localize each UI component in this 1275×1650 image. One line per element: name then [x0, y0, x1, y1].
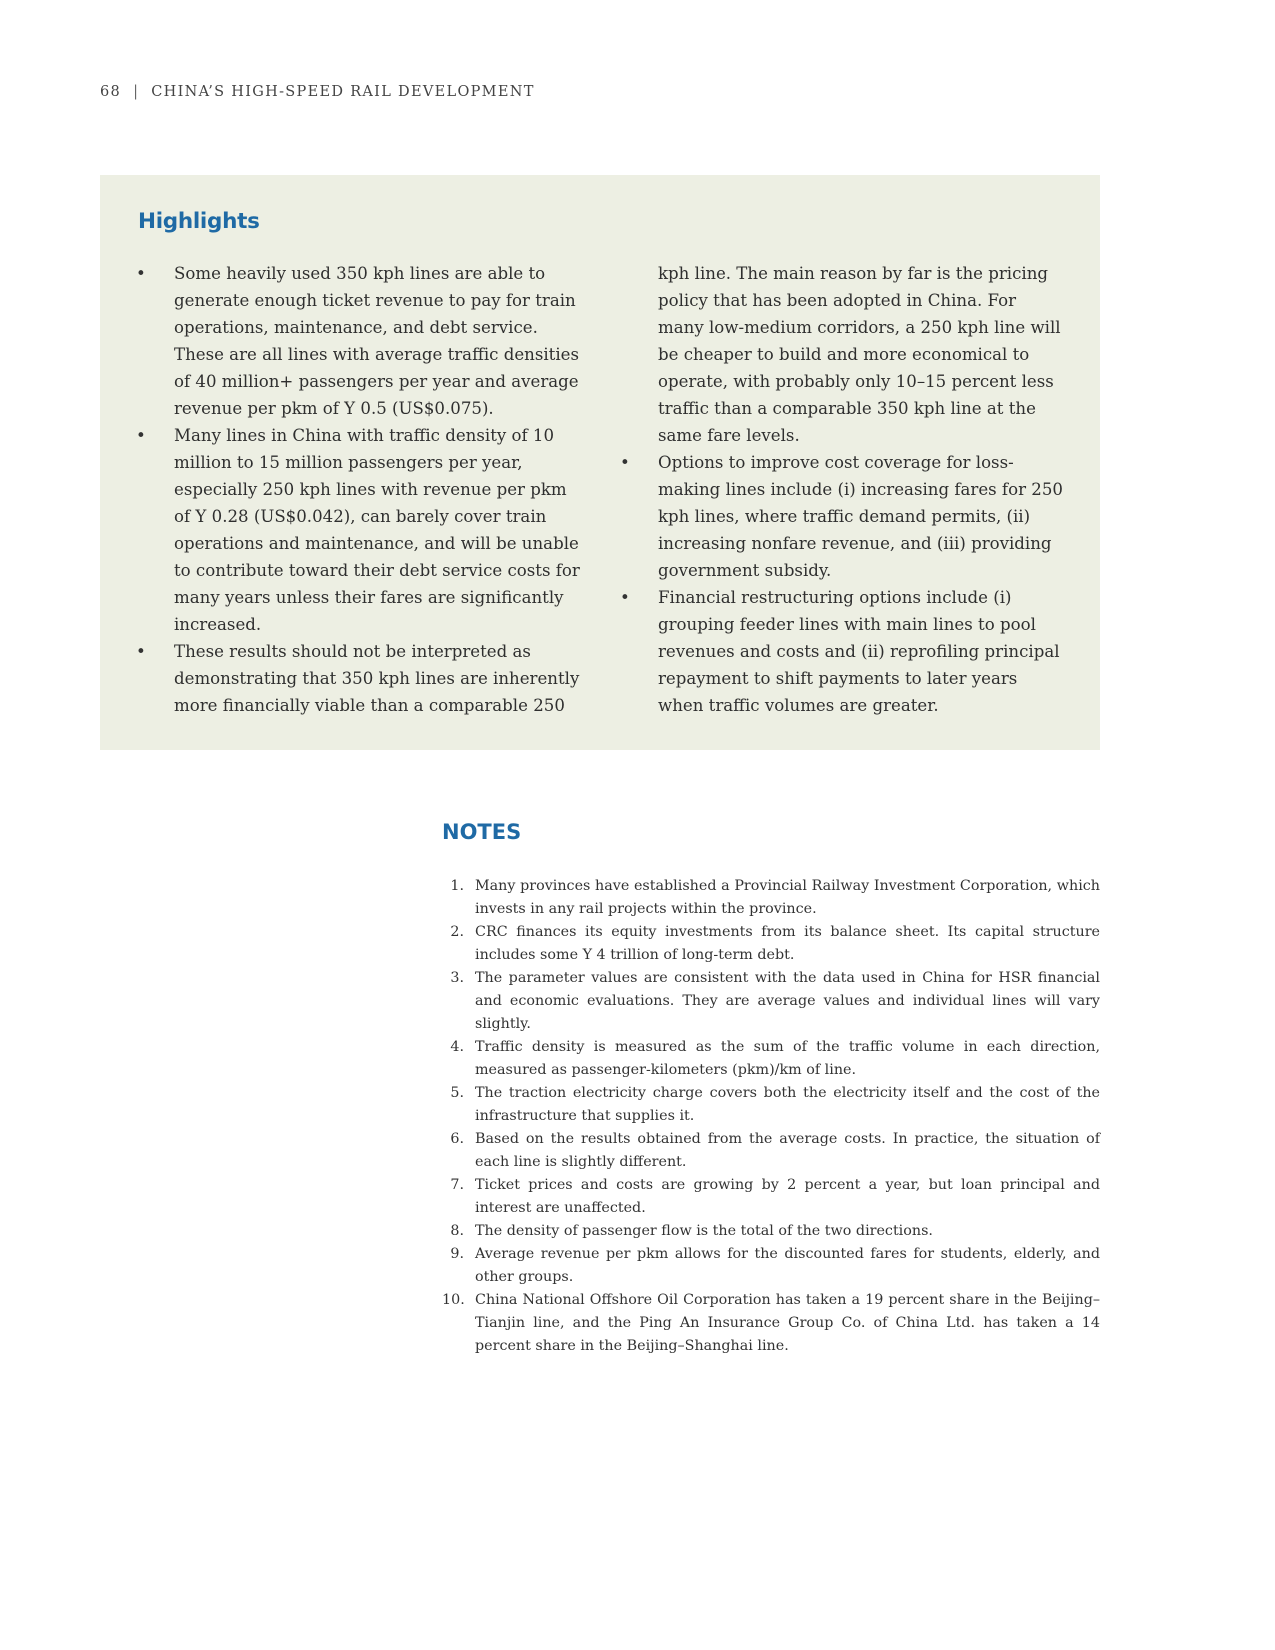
note-text: Traffic density is measured as the sum of the traffic volume in each direction, measured as passenger-kilometers (pkm)/km of line.	[475, 1039, 1100, 1078]
note-text: The traction electricity charge covers both the electricity itself and the cost of the infrastructure that supplies it.	[475, 1085, 1100, 1124]
note-item	[442, 1174, 1100, 1220]
note-text: Based on the results obtained from the average costs. In practice, the situation of each line is slightly different.	[475, 1131, 1100, 1170]
note-number: 4.	[450, 1039, 464, 1055]
running-header	[100, 84, 535, 100]
note-item	[442, 1220, 1100, 1243]
highlight-item: • Some heavily used 350 kph lines are able to generate enough ticket revenue to pay for train operations, maintenance, and debt service. These are all lines with average traffic densities of 40 million+ passengers per year and average revenue per pkm of Y 0.5 (US$0.075).	[136, 260, 582, 422]
note-number: 6.	[450, 1131, 464, 1147]
highlight-item: • Many lines in China with traffic density of 10 million to 15 million passengers per year, especially 250 kph lines with revenue per pkm of Y 0.28 (US$0.042), can barely cover train operations and maintenance, and will be unable to contribute toward their debt service costs for many years unless their fares are significantly increased.	[136, 422, 582, 638]
note-item	[442, 921, 1100, 967]
note-text: The parameter values are consistent with the data used in China for HSR financial and economic evaluations. They are average values and individual lines will vary slightly.	[475, 970, 1100, 1032]
note-number: 9.	[450, 1246, 464, 1262]
highlight-item: • Financial restructuring options include (i) grouping feeder lines with main lines to pool revenues and costs and (ii) reprofiling principal repayment to shift payments to later years when traffic volumes are greater.	[620, 584, 1066, 719]
note-text: Ticket prices and costs are growing by 2 percent a year, but loan principal and interest are unaffected.	[475, 1177, 1100, 1216]
note-text: Average revenue per pkm allows for the discounted fares for students, elderly, and other groups.	[475, 1246, 1100, 1285]
note-item	[442, 967, 1100, 1036]
note-item	[442, 1036, 1100, 1082]
notes-title: NOTES	[442, 820, 522, 844]
note-item	[442, 1243, 1100, 1289]
highlights-body	[136, 260, 1066, 720]
note-item	[442, 1289, 1100, 1358]
note-text: China National Offshore Oil Corporation has taken a 19 percent share in the Beijing–Tianjin line, and the Ping An Insurance Group Co. of China Ltd. has taken a 14 percent share in the Beijing–Shanghai line.	[475, 1292, 1100, 1354]
highlights-box	[100, 175, 1100, 750]
header-separator: |	[133, 84, 140, 100]
page-number: 68	[100, 84, 122, 100]
note-number: 1.	[450, 878, 464, 894]
note-number: 2.	[450, 924, 464, 940]
note-text: CRC finances its equity investments from its balance sheet. Its capital structure includes some Y 4 trillion of long-term debt.	[475, 924, 1100, 963]
highlight-item: • Options to improve cost coverage for loss-making lines include (i) increasing fares for 250 kph lines, where traffic demand permits, (ii) increasing nonfare revenue, and (iii) providing government subsidy.	[620, 449, 1066, 584]
note-number: 3.	[450, 970, 464, 986]
running-title: CHINA’S HIGH-SPEED RAIL DEVELOPMENT	[151, 84, 535, 100]
note-text: The density of passenger flow is the total of the two directions.	[475, 1223, 933, 1239]
note-number: 10.	[442, 1292, 465, 1308]
note-number: 5.	[450, 1085, 464, 1101]
notes-list	[442, 875, 1100, 1358]
note-number: 8.	[450, 1223, 464, 1239]
highlight-item: • These results should not be interpreted as demonstrating that 350 kph lines are inherently more financially viable than a comparable 250 kph line. The main reason by far is the pricing policy that has been adopted in China. For many low-medium corridors, a 250 kph line will be cheaper to build and more economical to operate, with probably only 10–15 percent less traffic than a comparable 350 kph line at the same fare levels.	[136, 260, 1066, 720]
note-item	[442, 1128, 1100, 1174]
note-item	[442, 1082, 1100, 1128]
highlights-title: Highlights	[138, 209, 260, 234]
note-item	[442, 875, 1100, 921]
highlights-list	[136, 260, 1066, 720]
note-text: Many provinces have established a Provincial Railway Investment Corporation, which invests in any rail projects within the province.	[475, 878, 1100, 917]
note-number: 7.	[450, 1177, 464, 1193]
